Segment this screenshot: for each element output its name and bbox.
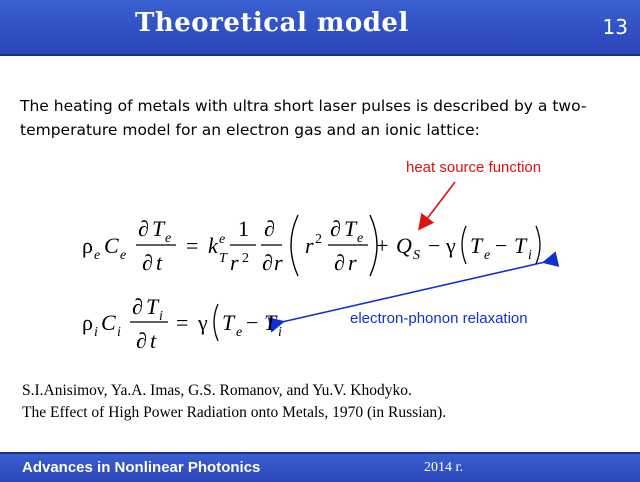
svg-text:T: T <box>514 233 527 258</box>
footer-conference: Advances in Nonlinear Photonics <box>22 459 261 476</box>
svg-text:i: i <box>94 325 98 340</box>
svg-text:T: T <box>146 294 159 319</box>
svg-text:i: i <box>159 309 163 324</box>
reference-authors: S.I.Anisimov, Ya.A. Imas, G.S. Romanov, and Yu.V. Khodyko. <box>22 382 412 399</box>
svg-text:e: e <box>219 232 226 247</box>
slide-number: 13 <box>602 15 628 39</box>
svg-text:∂: ∂ <box>132 294 143 319</box>
svg-text:∂: ∂ <box>142 250 153 275</box>
page-title: Theoretical model <box>135 8 409 38</box>
svg-text:e: e <box>165 231 172 246</box>
svg-text:T: T <box>344 216 357 241</box>
footer-year: 2014 г. <box>424 460 464 475</box>
svg-text:t: t <box>150 328 157 353</box>
reference-title: The Effect of High Power Radiation onto Metals, 1970 (in Russian). <box>22 404 447 421</box>
svg-text:r: r <box>230 250 239 275</box>
svg-text:e: e <box>120 248 127 263</box>
svg-text:r: r <box>274 250 283 275</box>
svg-text:1: 1 <box>238 216 249 241</box>
svg-text:ρ: ρ <box>82 233 93 258</box>
intro-paragraph: The heating of metals with ultra short laser pulses is described by a two-temperature model for an electron gas and an ionic lattice: <box>20 97 587 139</box>
heat-source-label: heat source function <box>406 159 542 176</box>
heat-source-arrow <box>420 182 455 228</box>
svg-text:−: − <box>495 233 508 258</box>
svg-text:γ: γ <box>446 233 456 258</box>
svg-text:2: 2 <box>242 251 249 266</box>
relaxation-arrow <box>282 262 545 322</box>
svg-text:C: C <box>101 310 116 335</box>
svg-text:γ: γ <box>198 310 208 335</box>
svg-text:T: T <box>264 310 277 335</box>
svg-text:T: T <box>470 233 483 258</box>
reference-block <box>22 380 446 424</box>
svg-text:r: r <box>305 233 314 258</box>
svg-text:T: T <box>152 216 165 241</box>
svg-text:T: T <box>219 251 227 266</box>
svg-text:e: e <box>94 248 101 263</box>
svg-text:Q: Q <box>396 233 412 258</box>
svg-text:e: e <box>357 231 364 246</box>
svg-text:∂: ∂ <box>264 216 275 241</box>
svg-text:k: k <box>208 233 218 258</box>
svg-text:∂: ∂ <box>334 250 345 275</box>
svg-text:=: = <box>176 310 189 335</box>
svg-text:−: − <box>428 233 441 258</box>
svg-text:S: S <box>413 248 420 263</box>
svg-text:∂: ∂ <box>136 328 147 353</box>
svg-text:i: i <box>117 325 121 340</box>
footer-bar <box>0 452 640 482</box>
svg-text:i: i <box>278 325 282 340</box>
svg-text:t: t <box>156 250 163 275</box>
svg-text:C: C <box>104 233 119 258</box>
svg-text:T: T <box>222 310 235 335</box>
svg-text:r: r <box>348 250 357 275</box>
equation-ion <box>82 294 282 353</box>
svg-text:2: 2 <box>315 232 322 247</box>
svg-text:ρ: ρ <box>82 310 93 335</box>
svg-text:−: − <box>246 310 259 335</box>
equation-electron <box>82 215 540 276</box>
svg-text:∂: ∂ <box>262 250 273 275</box>
relaxation-label: electron-phonon relaxation <box>350 310 528 327</box>
svg-text:i: i <box>528 248 532 263</box>
svg-text:+: + <box>376 233 389 258</box>
svg-text:e: e <box>236 325 243 340</box>
svg-text:=: = <box>186 233 199 258</box>
svg-text:∂: ∂ <box>138 216 149 241</box>
svg-text:∂: ∂ <box>330 216 341 241</box>
svg-text:e: e <box>484 248 491 263</box>
